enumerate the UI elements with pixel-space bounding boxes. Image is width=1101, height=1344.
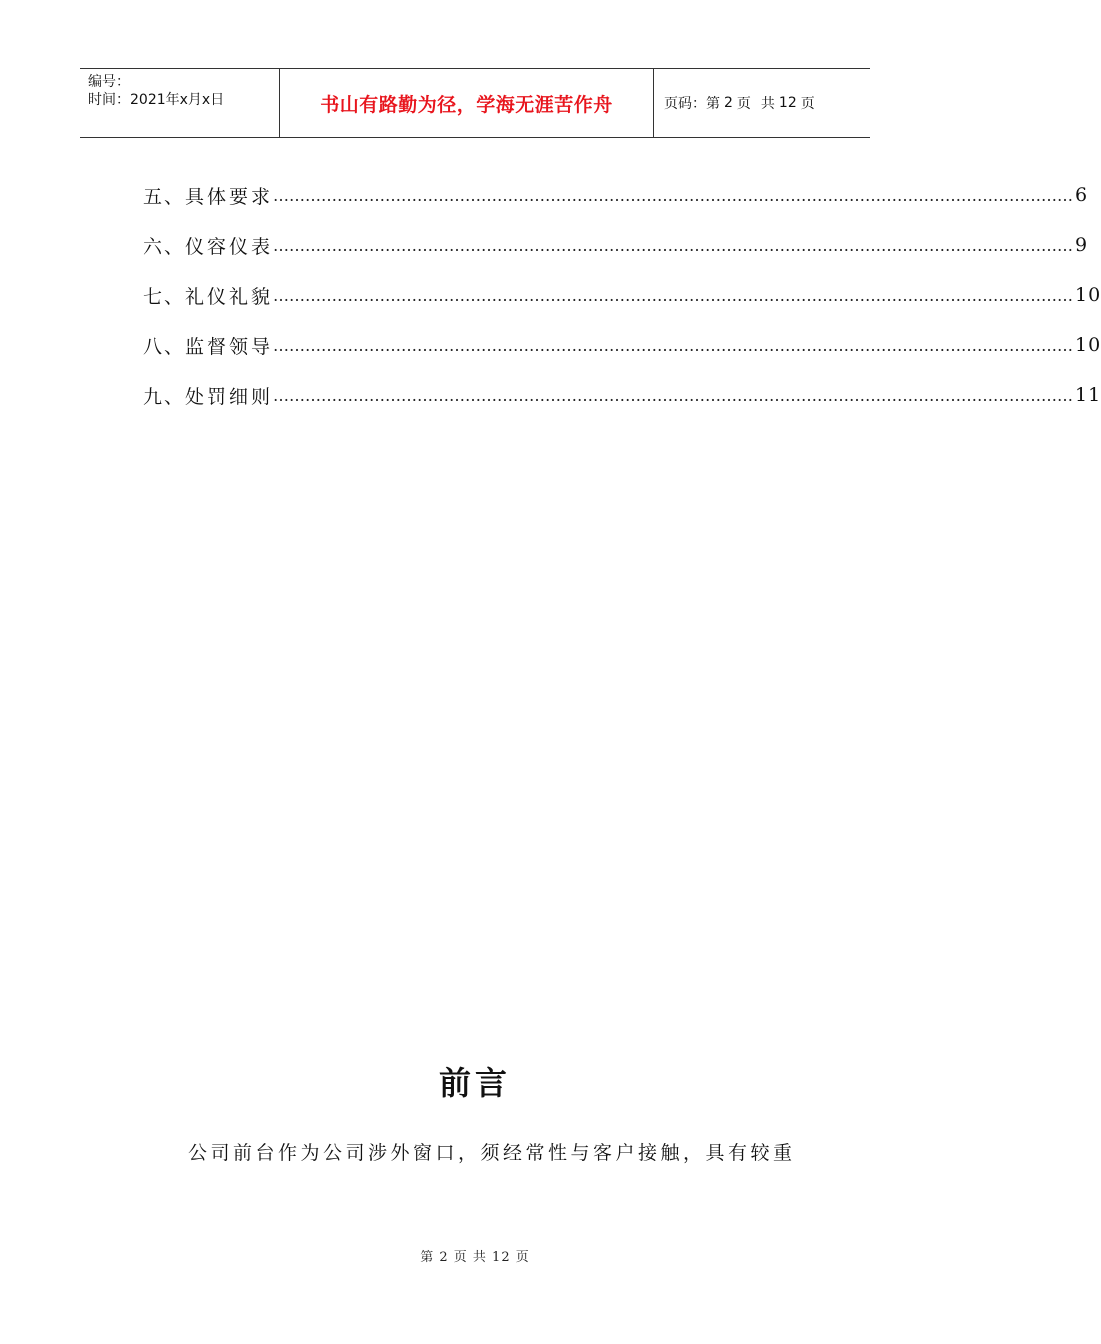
toc-entry[interactable]: [143, 270, 1101, 320]
toc-entry-page: 11: [1075, 384, 1101, 406]
header-motto: 书山有路勤为径，学海无涯苦作舟: [280, 69, 654, 137]
header-page-indicator: [654, 69, 870, 137]
toc-entry[interactable]: [143, 170, 1089, 220]
page-total: 12: [778, 95, 797, 111]
toc-entry[interactable]: [143, 320, 1101, 370]
preface-paragraph: 公司前台作为公司涉外窗口，须经常性与客户接触，具有较重: [188, 1142, 796, 1164]
toc-entry-title: 处罚细则: [185, 385, 274, 408]
toc-entry-number: 九、: [143, 385, 186, 408]
toc-entry-page: 10: [1075, 334, 1101, 356]
toc-entry-page: 9: [1075, 234, 1089, 256]
page-header: [80, 68, 870, 138]
toc-entry-number: 八、: [143, 335, 186, 358]
toc-entry-title: 具体要求: [185, 185, 274, 208]
toc-entry-number: 七、: [143, 285, 186, 308]
toc-leader-dots: ……………………………………………………………………………………………………………………………………: [273, 185, 1074, 205]
toc-leader-dots: ……………………………………………………………………………………………………………………………………: [273, 385, 1074, 405]
page-total-unit: 页: [800, 96, 815, 112]
header-meta-cell: [80, 69, 280, 137]
toc-entry-page: 6: [1075, 184, 1089, 206]
toc-leader-dots: ……………………………………………………………………………………………………………………………………: [273, 335, 1074, 355]
page-current: 2: [724, 95, 733, 111]
document-number-label: 编号：: [88, 74, 130, 90]
toc-entry-title: 礼仪礼貌: [185, 285, 274, 308]
toc-entry-title: 仪容仪表: [185, 235, 274, 258]
document-date: 时间：2021年x月x日: [88, 92, 225, 108]
toc-entry[interactable]: [143, 370, 1101, 420]
toc-leader-dots: ……………………………………………………………………………………………………………………………………: [273, 235, 1074, 255]
toc-entry[interactable]: [143, 220, 1089, 270]
page-footer: 第 2 页 共 12 页: [420, 1250, 530, 1265]
preface-heading: 前言: [438, 1064, 511, 1102]
table-of-contents: [143, 170, 1101, 420]
toc-entry-title: 监督领导: [185, 335, 274, 358]
toc-leader-dots: ……………………………………………………………………………………………………………………………………: [273, 285, 1074, 305]
page-unit: 页: [736, 96, 751, 112]
page-total-prefix: 共: [760, 96, 775, 112]
toc-entry-number: 六、: [143, 235, 186, 258]
toc-entry-number: 五、: [143, 185, 186, 208]
page-prefix: 页码：第: [664, 96, 720, 112]
toc-entry-page: 10: [1075, 284, 1101, 306]
